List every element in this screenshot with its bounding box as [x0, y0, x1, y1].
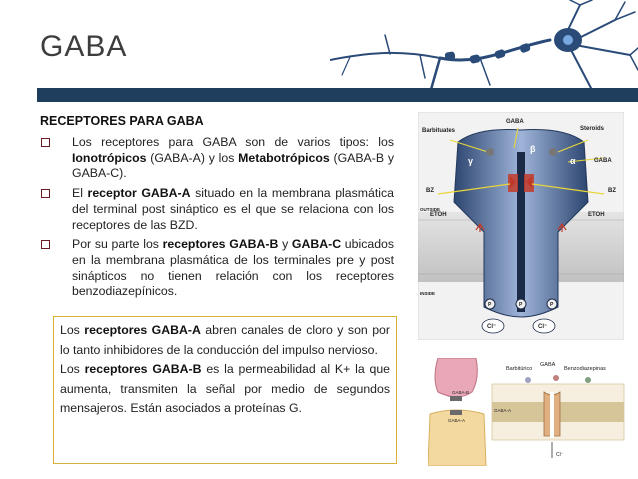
label-p-2: P: [519, 302, 523, 308]
label-etoh-right: ETOH: [588, 212, 605, 218]
label-inside: INSIDE: [420, 291, 436, 296]
label-bz-right: BZ: [608, 188, 616, 194]
label-gaba-a-left: GABA-A: [448, 418, 466, 423]
label-alpha: α: [570, 156, 576, 166]
summary-textbox: [53, 316, 397, 464]
label-p-1: P: [488, 302, 492, 308]
synapse-diagram: [428, 358, 628, 466]
label-barbiturates: Barbituates: [422, 128, 456, 134]
label-bz-left: BZ: [426, 188, 434, 194]
bullet-square-icon: [41, 240, 50, 249]
label-gaba-b: GABA-B: [452, 390, 470, 395]
bullet-item: Por su parte los receptores GABA-B y GABA-C ubicados en la membrana plasmática de los terminales pre y post sinápticos no tienen relación con los receptores benzodiazepínicos.: [40, 237, 394, 300]
bullet-list: [40, 135, 394, 304]
section-heading: RECEPTORES PARA GABA: [40, 114, 204, 128]
gaba-a-receptor-diagram: [418, 112, 624, 340]
label-p-3: P: [550, 302, 554, 308]
slide-title: GABA: [40, 30, 128, 63]
bullet-square-icon: [41, 138, 50, 147]
label-cl-1: Cl⁻: [487, 324, 497, 330]
title-bar: [37, 88, 638, 102]
label-gaba-synapse: GABA: [540, 362, 556, 368]
label-gaba-top: GABA: [506, 119, 524, 125]
label-gamma: γ: [468, 156, 474, 166]
bullet-square-icon: [41, 189, 50, 198]
label-benzodiazepinas: Benzodiazepinas: [564, 366, 606, 372]
label-gaba-a-right: GABA-A: [494, 408, 512, 413]
label-steroids: Steroids: [580, 126, 605, 132]
label-cl-2: Cl⁻: [538, 324, 548, 330]
textbox-paragraph-1: Los receptores GABA-A abren canales de cloro y son por lo tanto inhibidores de la conducción del impulso nervioso.: [60, 323, 390, 357]
bullet-item: El receptor GABA-A situado en la membrana plasmática del terminal post sináptico es el que se relaciona con los receptores de las BZD.: [40, 186, 394, 233]
textbox-paragraph-2: Los receptores GABA-B es la permeabilidad al K+ la que aumenta, transmiten la señal por medio de segundos mensajeros. Están asociados a proteínas G.: [60, 362, 390, 415]
label-gaba-right: GABA: [594, 158, 612, 164]
bullet-item: Los receptores para GABA son de varios tipos: los Ionotrópicos (GABA-A) y los Metabotrópicos (GABA-B y GABA-C).: [40, 135, 394, 182]
label-outside: OUTSIDE: [420, 207, 441, 212]
label-beta: β: [530, 144, 536, 154]
label-etoh-left: ETOH: [430, 212, 447, 218]
label-barbiturico: Barbitúrico: [506, 366, 533, 372]
neuron-illustration: [330, 0, 638, 102]
label-cl-synapse: Cl⁻: [556, 452, 564, 458]
